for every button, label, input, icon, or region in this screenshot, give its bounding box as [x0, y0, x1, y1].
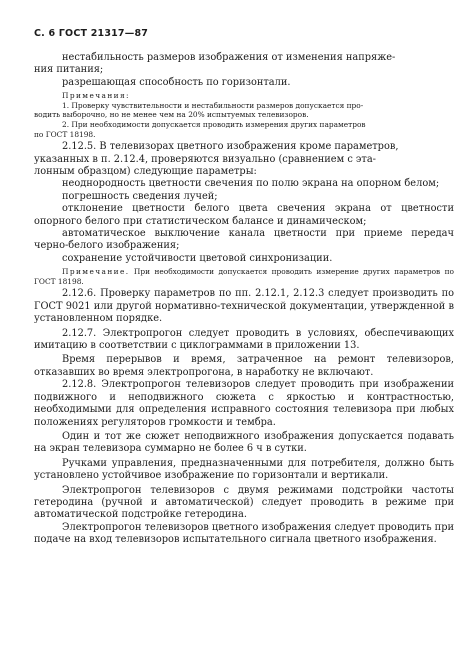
clause-2-12-8: 2.12.8. Электропрогон телевизоров следует проводить при изображении подвижного и неподвижного сюжета с яркостью и контрастностью, необходимыми для определения исправного состояния телевизора при любых положениях регуляторов громкости и тембра. [34, 379, 454, 428]
clause-2-12-6: 2.12.6. Проверку параметров по пп. 2.12.1, 2.12.3 следует производить по ГОСТ 9021 или другой нормативно-технической документации, утвержденной в установленном порядке. [34, 288, 454, 325]
note-text: При необходимости допускается проводить измерение других параметров по ГОСТ 18198. [34, 267, 454, 286]
clause-2-12-5-cont: лонным образцом) следующие параметры: [34, 166, 257, 177]
note-2: 2. При необходимости допускается проводить измерения других параметров [62, 120, 366, 129]
clause-2-12-5: 2.12.5. В телевизорах цветного изображения кроме параметров, [62, 141, 399, 153]
page-header: С. 6 ГОСТ 21317—87 [34, 28, 149, 39]
note-2-cont: по ГОСТ 18198. [34, 129, 96, 139]
note-single [34, 267, 454, 286]
note-1: 1. Проверку чувствительности и нестабильности размеров допускается про- [62, 100, 364, 110]
text-line: ния питания; [34, 64, 104, 76]
clause-2-12-7: 2.12.7. Электропрогон следует проводить в условиях, обеспечивающих имитацию в соответствии с циклограммами в приложении 13. [34, 327, 454, 352]
list-item: неоднородность цветности свечения по полю экрана на опорном белом; [62, 178, 440, 190]
note-1-cont: водить выборочно, но не менее чем на 20% испытуемых телевизоров. [34, 110, 309, 120]
text-line: разрешающая способность по горизонтали. [62, 76, 291, 88]
paragraph: Электропрогон телевизоров с двумя режимами подстройки частоты гетеродина (ручной и автоматической) следует проводить в режиме при автоматической подстройке гетеродина. [34, 484, 454, 521]
paragraph: Время перерывов и время, затраченное на ремонт телевизоров, отказавших во время электропрогона, в наработку не включают. [34, 354, 454, 378]
paragraph: Ручками управления, предназначенными для потребителя, должно быть установлено устойчивое изображение по горизонтали и вертикали. [34, 457, 454, 482]
notes-title: Примечания: [62, 91, 130, 101]
text-line: нестабильность размеров изображения от изменения напряже- [62, 52, 396, 63]
paragraph: Один и тот же сюжет неподвижного изображения допускается подавать на экран телевизора суммарно не более 6 ч в сутки. [34, 430, 454, 455]
note-label: Примечание. [62, 267, 130, 277]
paragraph: Электропрогон телевизоров цветного изображения следует проводить при подаче на вход телевизоров испытательного сигнала цветного изображения. [34, 521, 454, 546]
list-item: погрешность сведения лучей; [62, 190, 218, 202]
list-item: отклонение цветности белого цвета свечения экрана от цветности опорного белого при статистическом балансе и динамическом; [34, 203, 454, 227]
document-body [34, 52, 454, 547]
clause-2-12-5-cont: указанных в п. 2.12.4, проверяются визуально (сравнением с эта- [34, 153, 376, 165]
list-item: автоматическое выключение канала цветности при приеме передач черно-белого изображения; [34, 228, 454, 252]
list-item: сохранение устойчивости цветовой синхронизации. [62, 252, 333, 264]
